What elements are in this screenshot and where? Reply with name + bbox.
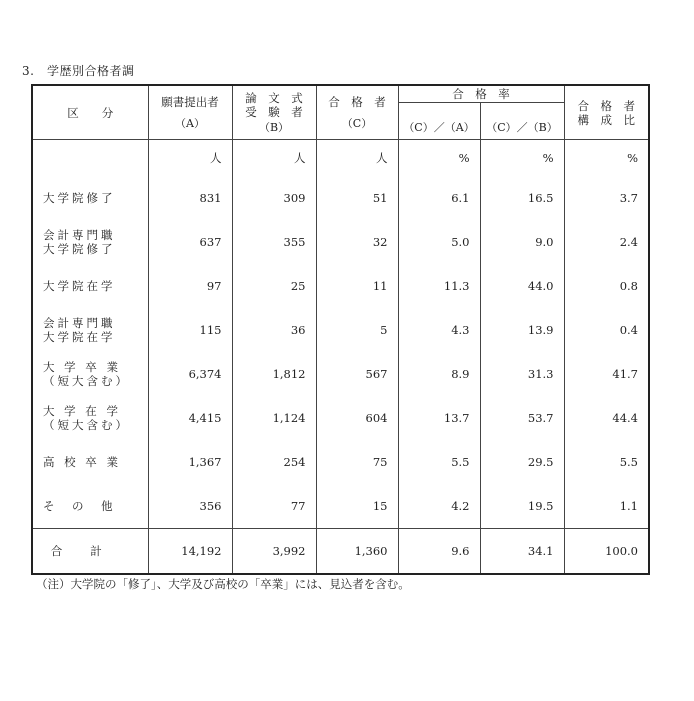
unit-r2: % xyxy=(480,140,564,177)
cell-r3: 44.4 xyxy=(564,396,649,440)
row-label: 会計専門職 大学院在学 xyxy=(32,308,148,352)
cell-r1: 4.3 xyxy=(398,308,480,352)
row-label: 大学院修了 xyxy=(32,176,148,220)
cell-a: 115 xyxy=(148,308,232,352)
cell-b: 309 xyxy=(232,176,316,220)
row-label: 大学院在学 xyxy=(32,264,148,308)
cell-r2: 19.5 xyxy=(480,484,564,529)
cell-r1: 13.7 xyxy=(398,396,480,440)
cell-a: 637 xyxy=(148,220,232,264)
total-r2: 34.1 xyxy=(480,529,564,575)
cell-r3: 0.4 xyxy=(564,308,649,352)
unit-row xyxy=(32,140,649,177)
cell-b: 1,812 xyxy=(232,352,316,396)
cell-a: 356 xyxy=(148,484,232,529)
cell-b: 254 xyxy=(232,440,316,484)
row-label: 大 学 卒 業 （短大含む） xyxy=(32,352,148,396)
cell-c: 32 xyxy=(316,220,398,264)
unit-c: 人 xyxy=(316,140,398,177)
total-r1: 9.6 xyxy=(398,529,480,575)
header-passers: 合 格 者 （C） xyxy=(316,85,398,140)
total-label: 合計 xyxy=(32,529,148,575)
table-row xyxy=(32,440,649,484)
cell-c: 51 xyxy=(316,176,398,220)
cell-r3: 2.4 xyxy=(564,220,649,264)
total-b: 3,992 xyxy=(232,529,316,575)
table-row xyxy=(32,176,649,220)
table-row xyxy=(32,396,649,440)
header-category: 区 分 xyxy=(32,85,148,140)
cell-r1: 8.9 xyxy=(398,352,480,396)
cell-c: 567 xyxy=(316,352,398,396)
cell-a: 831 xyxy=(148,176,232,220)
cell-a: 4,415 xyxy=(148,396,232,440)
cell-b: 1,124 xyxy=(232,396,316,440)
cell-r1: 5.0 xyxy=(398,220,480,264)
cell-r2: 16.5 xyxy=(480,176,564,220)
total-a: 14,192 xyxy=(148,529,232,575)
cell-b: 25 xyxy=(232,264,316,308)
results-table-container xyxy=(31,84,648,575)
header-composition-ratio: 合 格 者 構 成 比 xyxy=(564,85,649,140)
total-r3: 100.0 xyxy=(564,529,649,575)
cell-c: 604 xyxy=(316,396,398,440)
header-pass-rate: 合 格 率 xyxy=(398,85,564,103)
cell-r2: 13.9 xyxy=(480,308,564,352)
cell-r1: 4.2 xyxy=(398,484,480,529)
unit-r3: % xyxy=(564,140,649,177)
page-title: 3. 学歴別合格者調 xyxy=(22,64,135,78)
row-label: 高 校 卒 業 xyxy=(32,440,148,484)
header-essay-examinees: 論 文 式 受 験 者 （B） xyxy=(232,85,316,140)
row-label: そ の 他 xyxy=(32,484,148,529)
cell-r3: 1.1 xyxy=(564,484,649,529)
cell-r3: 3.7 xyxy=(564,176,649,220)
table-row xyxy=(32,484,649,529)
cell-b: 77 xyxy=(232,484,316,529)
cell-c: 15 xyxy=(316,484,398,529)
cell-r2: 29.5 xyxy=(480,440,564,484)
cell-r3: 0.8 xyxy=(564,264,649,308)
table-body xyxy=(32,140,649,529)
unit-b: 人 xyxy=(232,140,316,177)
header-applicants: 願書提出者 （A） xyxy=(148,85,232,140)
table-row xyxy=(32,352,649,396)
cell-r3: 5.5 xyxy=(564,440,649,484)
cell-c: 75 xyxy=(316,440,398,484)
cell-r2: 9.0 xyxy=(480,220,564,264)
cell-a: 6,374 xyxy=(148,352,232,396)
cell-r1: 6.1 xyxy=(398,176,480,220)
cell-r1: 5.5 xyxy=(398,440,480,484)
cell-c: 11 xyxy=(316,264,398,308)
cell-r1: 11.3 xyxy=(398,264,480,308)
header-rate-c-over-b: （C）／（B） xyxy=(480,103,564,140)
header-rate-c-over-a: （C）／（A） xyxy=(398,103,480,140)
cell-r2: 31.3 xyxy=(480,352,564,396)
cell-r2: 44.0 xyxy=(480,264,564,308)
cell-c: 5 xyxy=(316,308,398,352)
table-row xyxy=(32,264,649,308)
cell-b: 355 xyxy=(232,220,316,264)
cell-a: 97 xyxy=(148,264,232,308)
unit-r1: % xyxy=(398,140,480,177)
footnote: （注）大学院の「修了」、大学及び高校の「卒業」には、見込者を含む。 xyxy=(36,577,410,591)
total-row xyxy=(32,529,649,575)
cell-r2: 53.7 xyxy=(480,396,564,440)
cell-r3: 41.7 xyxy=(564,352,649,396)
total-c: 1,360 xyxy=(316,529,398,575)
cell-b: 36 xyxy=(232,308,316,352)
table-row xyxy=(32,220,649,264)
row-label: 会計専門職 大学院修了 xyxy=(32,220,148,264)
results-table xyxy=(31,84,650,575)
unit-a: 人 xyxy=(148,140,232,177)
cell-a: 1,367 xyxy=(148,440,232,484)
row-label: 大 学 在 学 （短大含む） xyxy=(32,396,148,440)
table-row xyxy=(32,308,649,352)
